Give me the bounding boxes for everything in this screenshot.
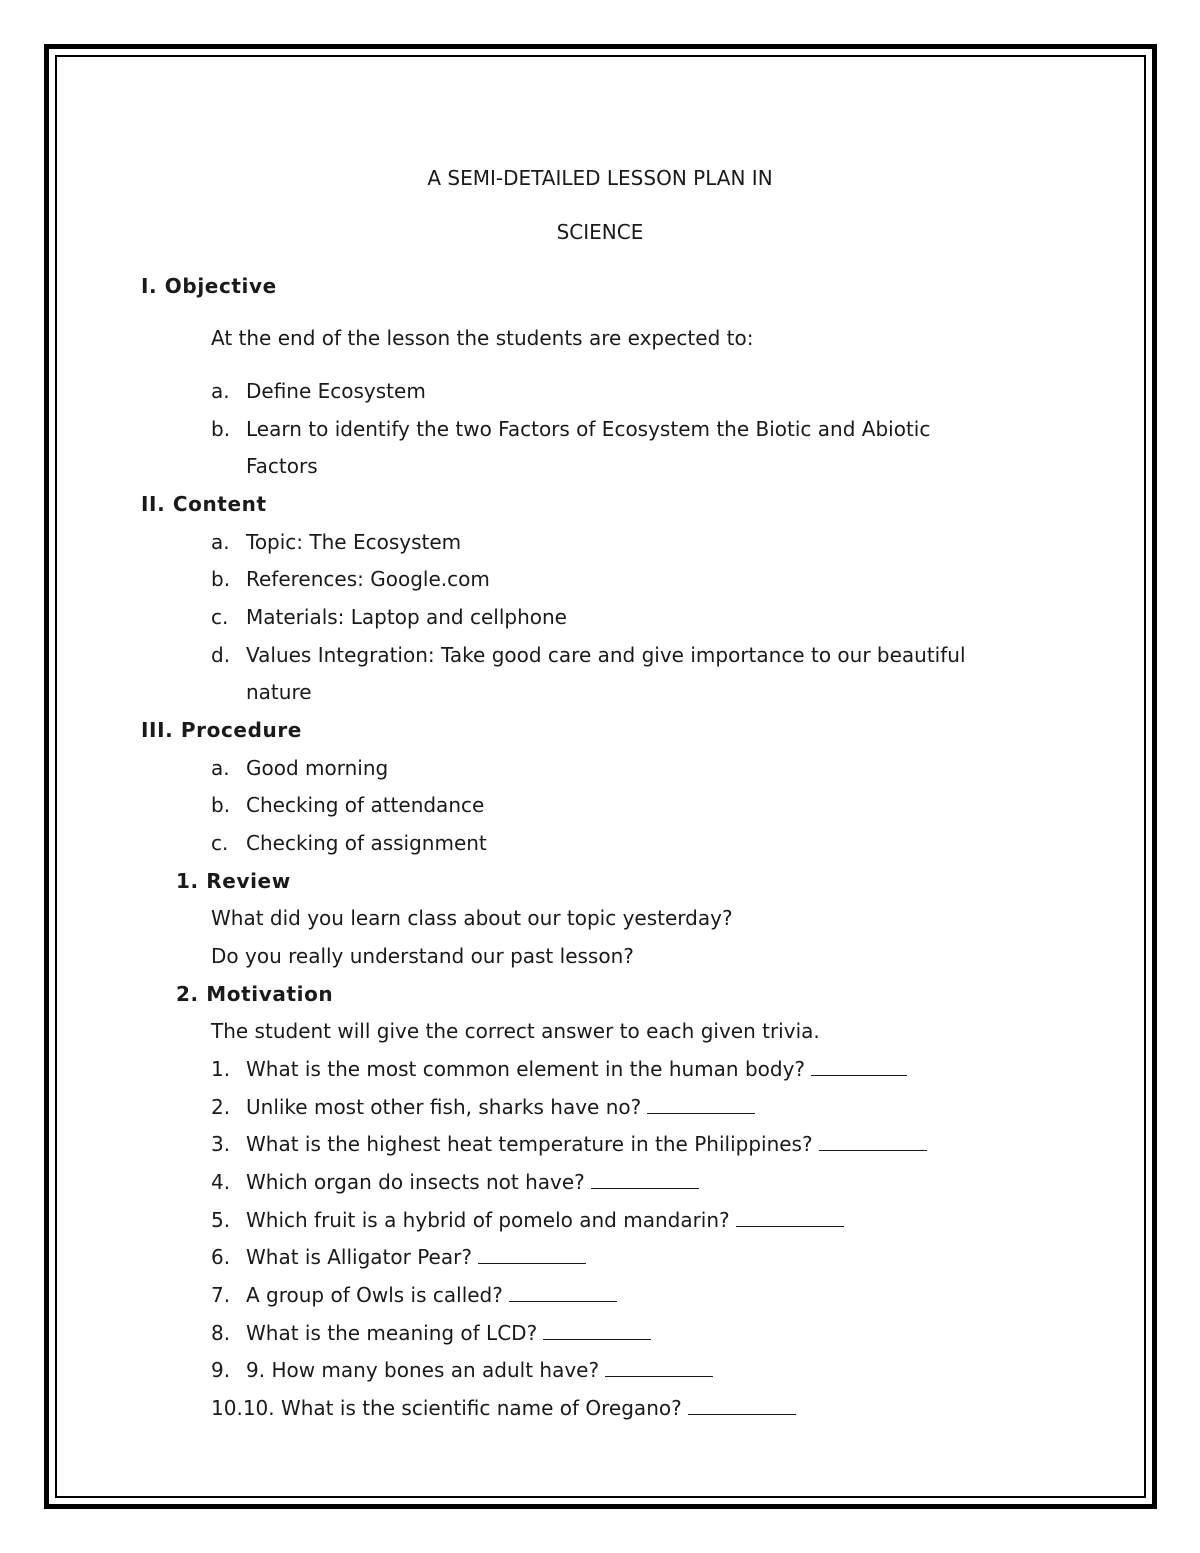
answer-blank — [811, 1059, 907, 1076]
document-title-line-1: A SEMI-DETAILED LESSON PLAN IN — [427, 166, 773, 190]
document-title-line-2: SCIENCE — [556, 220, 644, 244]
list-item-continuation: Factors — [246, 454, 318, 478]
list-item-text: Good morning — [246, 756, 389, 780]
answer-blank — [509, 1285, 617, 1302]
motivation-intro: The student will give the correct answer to each given trivia. — [211, 1019, 820, 1043]
list-marker: b. — [211, 417, 231, 441]
section-heading-procedure: III. Procedure — [141, 718, 302, 742]
list-marker: 7. — [211, 1283, 231, 1307]
list-marker: a. — [211, 756, 230, 780]
trivia-question-row — [246, 1132, 927, 1156]
list-marker: b. — [211, 567, 231, 591]
answer-blank — [647, 1097, 755, 1114]
list-marker: a. — [211, 530, 230, 554]
answer-blank — [478, 1247, 586, 1264]
list-marker: 8. — [211, 1321, 231, 1345]
trivia-question-row — [246, 1208, 844, 1232]
list-item-text: Topic: The Ecosystem — [246, 530, 462, 554]
answer-blank — [736, 1210, 844, 1227]
subheading-motivation: 2. Motivation — [176, 982, 334, 1006]
trivia-question-row — [246, 1170, 699, 1194]
list-item-text: Define Ecosystem — [246, 379, 426, 403]
trivia-question-row — [246, 1057, 907, 1081]
answer-blank — [819, 1134, 927, 1151]
trivia-question-row — [246, 1358, 713, 1382]
trivia-question-row — [246, 1321, 651, 1345]
subheading-review: 1. Review — [176, 869, 291, 893]
trivia-question-text: What is Alligator Pear? — [246, 1245, 472, 1269]
list-item-text: Learn to identify the two Factors of Ecosystem the Biotic and Abiotic — [246, 417, 931, 441]
list-marker: 1. — [211, 1057, 231, 1081]
trivia-question-row — [246, 1245, 586, 1269]
list-item-text: Values Integration: Take good care and give importance to our beautiful — [246, 643, 966, 667]
trivia-question-text: What is the most common element in the human body? — [246, 1057, 806, 1081]
objective-intro: At the end of the lesson the students are expected to: — [211, 326, 754, 350]
answer-blank — [605, 1360, 713, 1377]
list-item-text: References: Google.com — [246, 567, 490, 591]
trivia-question-row — [246, 1283, 617, 1307]
list-item-continuation: nature — [246, 680, 312, 704]
trivia-question-text: 10. What is the scientific name of Oregano? — [242, 1396, 682, 1420]
section-heading-objective: I. Objective — [141, 274, 277, 298]
trivia-question-text: What is the highest heat temperature in the Philippines? — [246, 1132, 813, 1156]
list-marker: a. — [211, 379, 230, 403]
list-marker: c. — [211, 605, 229, 629]
list-item-text: Checking of assignment — [246, 831, 487, 855]
trivia-question-text: Which organ do insects not have? — [246, 1170, 585, 1194]
list-marker: d. — [211, 643, 231, 667]
list-marker: 4. — [211, 1170, 231, 1194]
trivia-question-row — [246, 1095, 755, 1119]
trivia-question — [211, 1396, 796, 1420]
list-item-text: Checking of attendance — [246, 793, 485, 817]
section-heading-content: II. Content — [141, 492, 267, 516]
review-question: What did you learn class about our topic yesterday? — [211, 906, 733, 930]
list-marker: 10. — [211, 1396, 243, 1420]
list-marker: 5. — [211, 1208, 231, 1232]
trivia-question-text: 9. How many bones an adult have? — [246, 1358, 600, 1382]
review-question: Do you really understand our past lesson? — [211, 944, 634, 968]
list-marker: b. — [211, 793, 231, 817]
answer-blank — [688, 1398, 796, 1415]
trivia-question-text: Which fruit is a hybrid of pomelo and mandarin? — [246, 1208, 730, 1232]
list-marker: c. — [211, 831, 229, 855]
trivia-question-text: What is the meaning of LCD? — [246, 1321, 538, 1345]
answer-blank — [543, 1323, 651, 1340]
list-marker: 3. — [211, 1132, 231, 1156]
list-item-text: Materials: Laptop and cellphone — [246, 605, 567, 629]
list-marker: 9. — [211, 1358, 231, 1382]
trivia-question-text: Unlike most other fish, sharks have no? — [246, 1095, 642, 1119]
trivia-question-text: A group of Owls is called? — [246, 1283, 503, 1307]
list-marker: 6. — [211, 1245, 231, 1269]
list-marker: 2. — [211, 1095, 231, 1119]
answer-blank — [591, 1172, 699, 1189]
